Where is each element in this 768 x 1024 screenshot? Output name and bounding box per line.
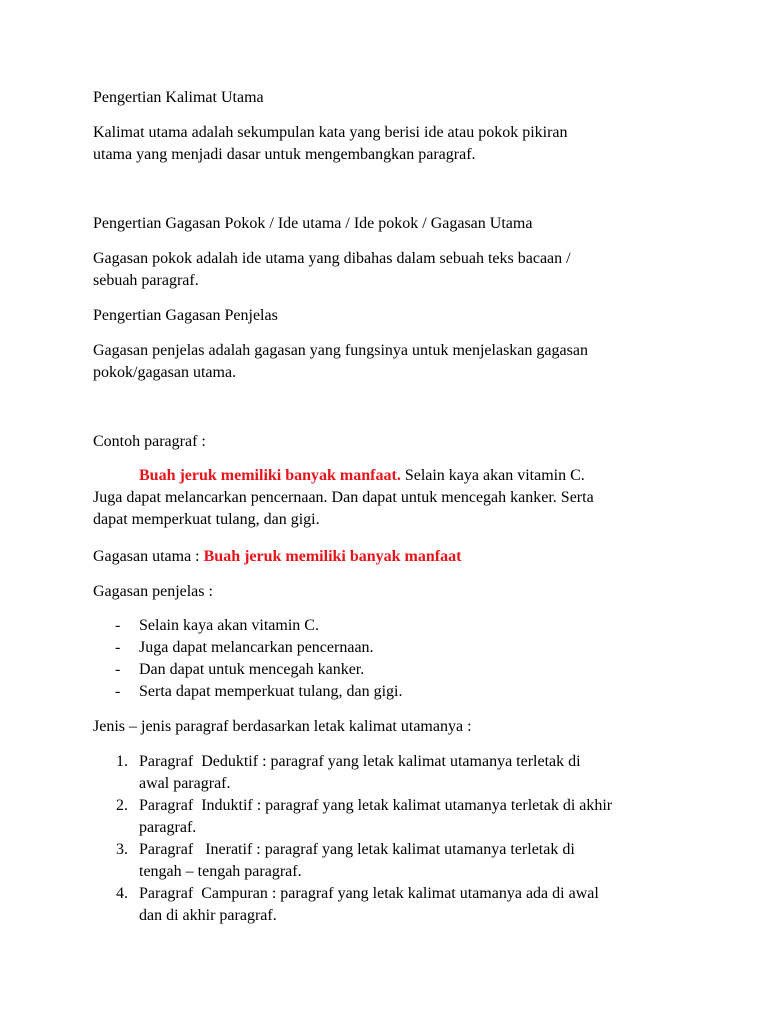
dash-marker: - [115,639,121,656]
gagasan-utama-label: Gagasan utama : [93,548,204,565]
list-item-text: Dan dapat untuk mencegah kanker. [139,661,365,678]
text-line: utama yang menjadi dasar untuk mengembangkan paragraf. [93,146,476,163]
dash-marker: - [115,683,121,700]
text-line: Gagasan penjelas adalah gagasan yang fungsinya untuk menjelaskan gagasan [93,342,588,359]
dash-marker: - [115,617,121,634]
list-item [93,795,678,839]
list-item-text: paragraf. [139,819,197,836]
gagasan-utama-line [93,546,678,568]
list-number: 2. [116,797,128,814]
highlighted-main-sentence: Buah jeruk memiliki banyak manfaat. [139,467,401,484]
text-line: Gagasan pokok adalah ide utama yang dibahas dalam sebuah teks bacaan / [93,250,571,267]
text-line: Juga dapat melancarkan pencernaan. Dan dapat untuk mencegah kanker. Serta [93,489,594,506]
supporting-list [93,615,678,703]
text-line: Kalimat utama adalah sekumpulan kata yang berisi ide atau pokok pikiran [93,124,568,141]
heading-gagasan-penjelas: Pengertian Gagasan Penjelas [93,307,278,324]
text-line: dapat memperkuat tulang, dan gigi. [93,511,320,528]
paragraph-types-list [93,751,678,927]
list-item [93,659,678,681]
list-item [93,751,678,795]
list-item [93,637,678,659]
list-item-text: Serta dapat memperkuat tulang, dan gigi. [139,683,403,700]
list-item-text: Juga dapat melancarkan pencernaan. [139,639,374,656]
heading-gagasan-pokok: Pengertian Gagasan Pokok / Ide utama / Ide pokok / Gagasan Utama [93,215,533,232]
example-paragraph [93,465,678,531]
list-item-text: Paragraf Deduktif : paragraf yang letak kalimat utamanya terletak di [139,753,581,770]
definition-kalimat-utama [93,122,678,166]
text-segment: Selain kaya akan vitamin C. [400,467,585,484]
list-number: 4. [116,885,128,902]
text-line: sebuah paragraf. [93,272,199,289]
list-number: 1. [116,753,128,770]
heading-contoh-paragraf: Contoh paragraf : [93,433,206,450]
definition-gagasan-penjelas [93,340,678,384]
list-item [93,839,678,883]
list-item-text: awal paragraf. [139,775,231,792]
list-item-text: dan di akhir paragraf. [139,907,277,924]
list-item-text: tengah – tengah paragraf. [139,863,302,880]
list-item-text: Paragraf Ineratif : paragraf yang letak kalimat utamanya terletak di [139,841,575,858]
list-item [93,883,678,927]
heading-kalimat-utama: Pengertian Kalimat Utama [93,89,264,106]
text-line: pokok/gagasan utama. [93,364,237,381]
list-item-text: Selain kaya akan vitamin C. [139,617,319,634]
list-item [93,615,678,637]
heading-gagasan-penjelas-list: Gagasan penjelas : [93,583,213,600]
definition-gagasan-pokok [93,248,678,292]
dash-marker: - [115,661,121,678]
list-item-text: Paragraf Induktif : paragraf yang letak kalimat utamanya terletak di akhir [139,797,613,814]
list-item-text: Paragraf Campuran : paragraf yang letak kalimat utamanya ada di awal [139,885,599,902]
list-number: 3. [116,841,128,858]
heading-jenis-paragraf: Jenis – jenis paragraf berdasarkan letak kalimat utamanya : [93,718,472,735]
list-item [93,681,678,703]
gagasan-utama-value: Buah jeruk memiliki banyak manfaat [203,548,462,565]
